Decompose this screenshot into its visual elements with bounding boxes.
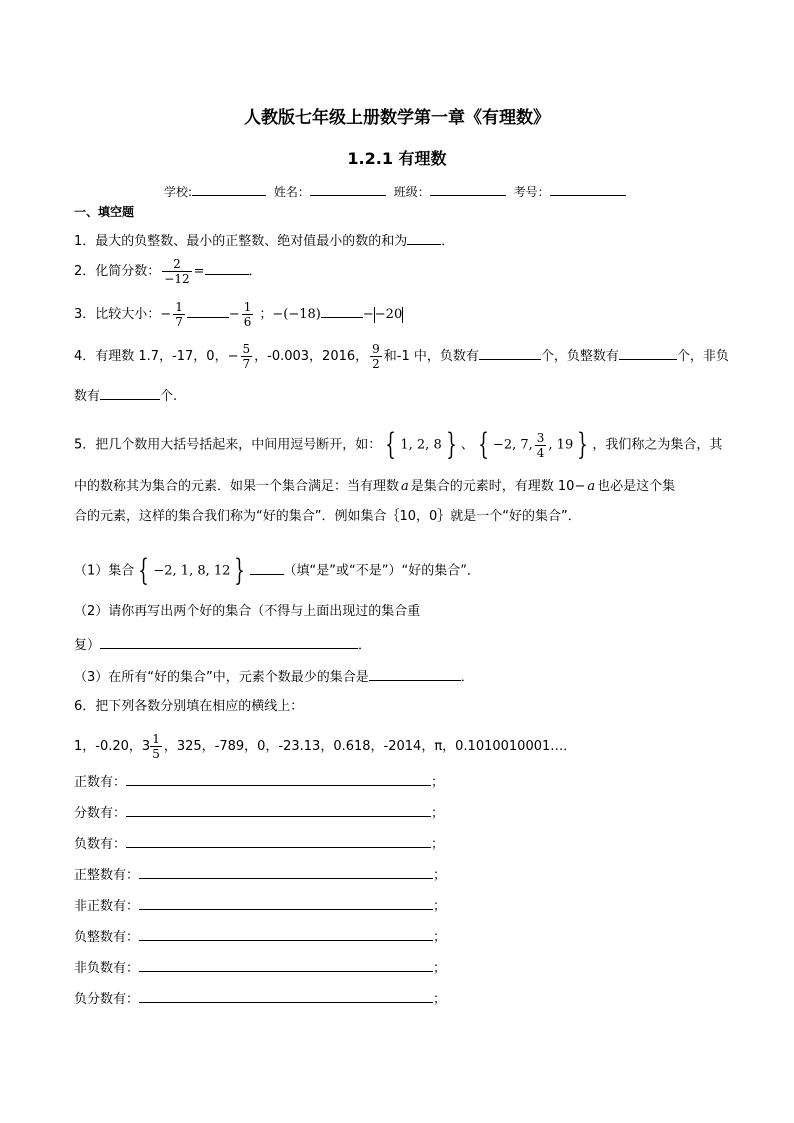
q4-f2-denominator: 2 (372, 357, 380, 371)
q1-text: 1．最大的负整数、最小的正整数、绝对值最小的数的和为 (74, 234, 408, 249)
q3-minus-1: − (160, 307, 172, 322)
student-info-row (164, 183, 626, 198)
q6-category-blank[interactable] (139, 928, 433, 941)
q6-category-end: ； (431, 806, 445, 821)
q4-mid: ，-0.003，2016， (254, 349, 369, 364)
q6-category-end: ； (433, 868, 447, 883)
q4-blank-3[interactable] (100, 387, 160, 400)
q6-category-end: ； (431, 775, 445, 790)
q3-prefix: 3．比较大小： (74, 307, 161, 322)
q5-p1-prefix: （1）集合 (74, 563, 135, 579)
brace-left: { (385, 427, 397, 462)
q5-set2-numerator: 3 (536, 430, 545, 445)
q6-category-label: 负整数有： (74, 930, 140, 945)
q6-number-list (74, 733, 576, 760)
question-1 (74, 232, 454, 248)
q3-f2-numerator: 1 (243, 300, 252, 314)
section-heading: 一、填空题 (74, 205, 135, 219)
question-4-line-2 (74, 387, 177, 403)
q6-list-a: 1，-0.20，3 (74, 739, 151, 754)
school-blank[interactable] (192, 183, 266, 196)
q1-blank[interactable] (407, 232, 441, 245)
question-2 (74, 258, 262, 285)
q3-expression-2-minus: − (362, 307, 374, 322)
name-label: 姓名： (273, 185, 310, 199)
q5-set-2-a: −2, 7, (492, 437, 533, 453)
class-label: 班级： (393, 185, 430, 199)
q6-category-label: 负数有： (74, 837, 127, 852)
question-5-intro (74, 427, 723, 462)
q6-category-blank[interactable] (139, 959, 433, 972)
q2-numerator: 2 (162, 258, 191, 272)
q5-set-1: 1, 2, 8 (400, 437, 442, 453)
exam-no-label: 考号： (513, 185, 550, 199)
q5-p2-blank[interactable] (100, 636, 358, 649)
q6-category-label: 非负数有： (74, 961, 140, 976)
q5-set2-denominator: 4 (536, 445, 545, 460)
brace-right: } (234, 553, 246, 588)
q3-blank-2[interactable] (321, 305, 363, 318)
page-subtitle: 1.2.1 有理数 (347, 149, 447, 168)
q4-blank-1[interactable] (479, 347, 541, 360)
question-5-part-1 (74, 553, 480, 588)
question-4-line-1 (74, 343, 729, 370)
page-title: 人教版七年级上册数学第一章《有理数》 (244, 108, 550, 128)
q6-category-blank[interactable] (139, 866, 433, 879)
q2-end: ． (248, 264, 262, 279)
q6-mixed-denominator: 5 (152, 747, 160, 761)
q6-category-row (74, 959, 446, 975)
q6-category-label: 负分数有： (74, 992, 140, 1007)
q4-line2-prefix: 数有 (74, 389, 101, 404)
q5-set-2-fraction (535, 432, 547, 459)
q3-expression-1: −(−18) (272, 307, 321, 322)
q6-category-blank[interactable] (139, 897, 433, 910)
q4-prefix: 4．有理数 1.7，-17，0， (74, 349, 228, 364)
q5-variable-a: a (401, 479, 409, 494)
q3-expression-2-inner: −20 (374, 307, 403, 322)
question-5-part-3 (74, 668, 474, 684)
q4-f1-numerator: 5 (242, 342, 251, 356)
q5-p1-suffix: （填“是”或“不是”）“好的集合”． (283, 563, 480, 579)
q5-line2-b: 是集合的元素时，有理数 10 (410, 479, 575, 494)
q6-category-row (74, 897, 446, 913)
q4-blank-2[interactable] (619, 347, 677, 360)
q3-blank-1[interactable] (187, 305, 229, 318)
q5-line2-c: 也必是这个集 (597, 479, 676, 494)
q5-separator: 、 (460, 437, 474, 453)
q6-category-row (74, 804, 444, 820)
q6-category-label: 分数有： (74, 806, 127, 821)
q5-p3-prefix: （3）在所有“好的集合”中，元素个数最少的集合是 (74, 670, 369, 685)
q3-f2-denominator: 6 (243, 315, 252, 329)
exam-no-blank[interactable] (550, 183, 626, 196)
q6-mixed-numerator: 1 (152, 732, 160, 746)
q5-intro-prefix: 5．把几个数用大括号括起来，中间用逗号断开，如： (74, 437, 382, 453)
q6-intro: 6．把下列各数分别填在相应的横线上： (74, 699, 304, 714)
q2-blank[interactable] (205, 262, 249, 275)
q5-p1-set: −2, 1, 8, 12 (153, 563, 231, 579)
q6-category-end: ； (433, 992, 447, 1007)
q6-category-row (74, 835, 444, 851)
q6-category-blank[interactable] (126, 835, 431, 848)
q6-category-end: ； (433, 930, 447, 945)
q5-p2-end: ． (358, 638, 372, 653)
q5-line2-minus: − (574, 479, 586, 494)
question-5-part-2-line-2 (74, 636, 371, 652)
brace-right: } (577, 427, 589, 462)
q6-category-end: ； (431, 837, 445, 852)
q6-category-label: 正整数有： (74, 868, 140, 883)
q4-after: 和-1 中，负数有 (383, 349, 479, 364)
q3-fraction-2 (242, 301, 254, 328)
q4-unit-2: 个，非负 (676, 349, 729, 364)
q2-equals: = (193, 264, 205, 279)
class-blank[interactable] (430, 183, 506, 196)
q4-fraction-2 (370, 343, 382, 370)
q3-separator: ； (259, 307, 273, 322)
q6-mixed-fraction (150, 733, 162, 760)
q4-fraction-1 (241, 343, 253, 370)
q5-p2-prefix: 复） (74, 638, 101, 653)
q6-category-label: 非正数有： (74, 899, 140, 914)
q6-category-end: ； (433, 899, 447, 914)
q6-category-row (74, 928, 446, 944)
question-5-line-2 (74, 480, 675, 493)
q3-f1-numerator: 1 (175, 300, 183, 314)
name-blank[interactable] (310, 183, 386, 196)
q3-minus-2: − (228, 307, 240, 322)
q6-category-row (74, 990, 446, 1006)
brace-left: { (138, 553, 150, 588)
q2-denominator: −12 (164, 272, 190, 286)
q4-unit-1: 个，负整数有 (540, 349, 619, 364)
q3-f1-denominator: 7 (175, 315, 183, 329)
q2-fraction (162, 258, 191, 285)
q5-p3-end: ． (460, 670, 474, 685)
q2-prefix: 2．化简分数： (74, 264, 161, 279)
q5-line2-a: 中的数称其为集合的元素．如果一个集合满足：当有理数 (74, 479, 400, 494)
q6-category-blank[interactable] (126, 804, 431, 817)
q1-end: ． (441, 234, 455, 249)
q5-intro-suffix: ，我们称之为集合，其 (592, 437, 723, 453)
q6-category-label: 正数有： (74, 775, 127, 790)
q5-line-3: 合的元素，这样的集合我们称为“好的集合”．例如集合｛10，0｝就是一个“好的集合”． (74, 509, 581, 524)
q6-category-blank[interactable] (126, 773, 431, 786)
q4-f2-numerator: 9 (372, 342, 380, 356)
q6-list-b: ，325，-789，0，-23.13，0.618，-2014，π，0.1010010001…． (163, 739, 577, 754)
q5-variable-a: a (587, 479, 596, 494)
brace-right: } (446, 427, 457, 462)
q6-category-row (74, 773, 444, 789)
q6-category-blank[interactable] (139, 990, 433, 1003)
q6-category-row (74, 866, 446, 882)
abs-bar-right (402, 307, 403, 323)
q4-line2-end: 个. (160, 389, 178, 404)
question-3 (74, 301, 403, 328)
q5-p1-blank[interactable] (250, 562, 284, 575)
q4-f1-denominator: 7 (242, 357, 251, 371)
q5-set-2-b: , 19 (548, 437, 574, 453)
school-label: 学校: (164, 185, 193, 199)
brace-left: { (478, 427, 489, 462)
q4-minus: − (227, 349, 239, 364)
q6-category-end: ； (433, 961, 447, 976)
q5-part-2-line-1: （2）请你再写出两个好的集合（不得与上面出现过的集合重 (74, 604, 421, 619)
q5-p3-blank[interactable] (369, 668, 461, 681)
q3-fraction-1 (173, 301, 185, 328)
